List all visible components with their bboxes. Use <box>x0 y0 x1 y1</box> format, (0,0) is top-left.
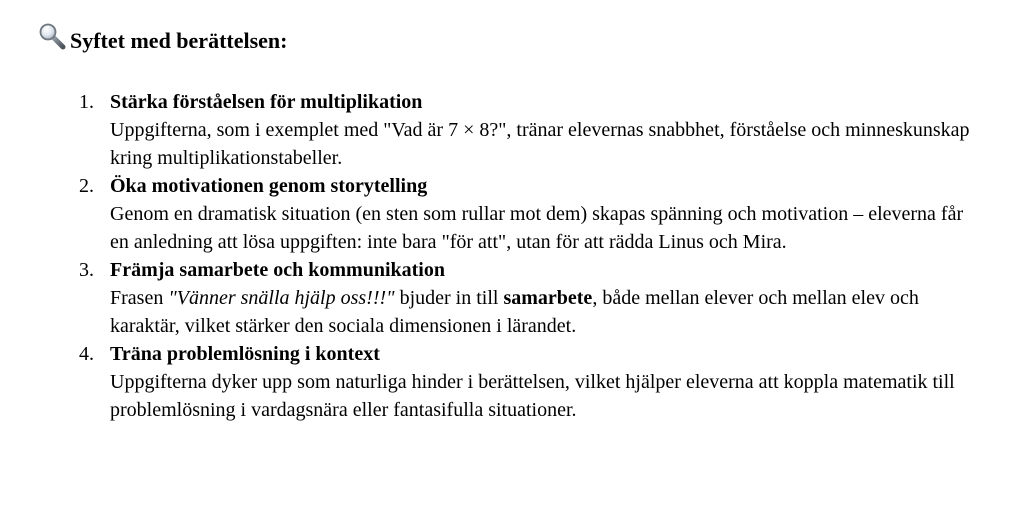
list-item <box>70 256 970 340</box>
desc-mid: bjuder in till <box>394 287 504 309</box>
desc-pre: Frasen <box>110 287 169 309</box>
item-description <box>110 284 970 340</box>
item-title: Öka motivationen genom storytelling <box>110 175 428 197</box>
purpose-list <box>70 88 970 424</box>
item-number: 4. <box>79 343 94 365</box>
item-title: Främja samarbete och kommunikation <box>110 259 445 281</box>
item-description: Genom en dramatisk situation (en sten som rullar mot dem) skapas spänning och motivation – eleverna får en anledning att lösa uppgiften: inte bara "för att", utan för att rädda Linus och Mira. <box>110 203 964 253</box>
item-number: 1. <box>79 91 94 113</box>
magnifier-icon <box>38 23 68 51</box>
list-item <box>70 340 970 424</box>
desc-quote: "Vänner snälla hjälp oss!!!" <box>168 287 395 309</box>
item-number: 3. <box>79 259 94 281</box>
item-number: 2. <box>79 175 94 197</box>
section-heading <box>38 26 288 56</box>
item-title: Stärka förståelsen för multiplikation <box>110 91 423 113</box>
item-description: Uppgifterna dyker upp som naturliga hinder i berättelsen, vilket hjälper eleverna att koppla matematik till problemlösning i vardagsnära eller fantasifulla situationer. <box>110 371 955 421</box>
list-item <box>70 88 970 172</box>
desc-post: , både mellan elever och mellan elev och karaktär, vilket stärker den sociala dimensionen i lärandet. <box>110 287 919 337</box>
heading-text: Syftet med berättelsen: <box>70 28 288 53</box>
item-title: Träna problemlösning i kontext <box>110 343 380 365</box>
list-item <box>70 172 970 256</box>
desc-bold: samarbete <box>503 287 593 309</box>
item-description: Uppgifterna, som i exemplet med "Vad är 7 × 8?", tränar elevernas snabbhet, förståelse och minneskunskap kring multiplikationstabeller. <box>110 119 970 169</box>
